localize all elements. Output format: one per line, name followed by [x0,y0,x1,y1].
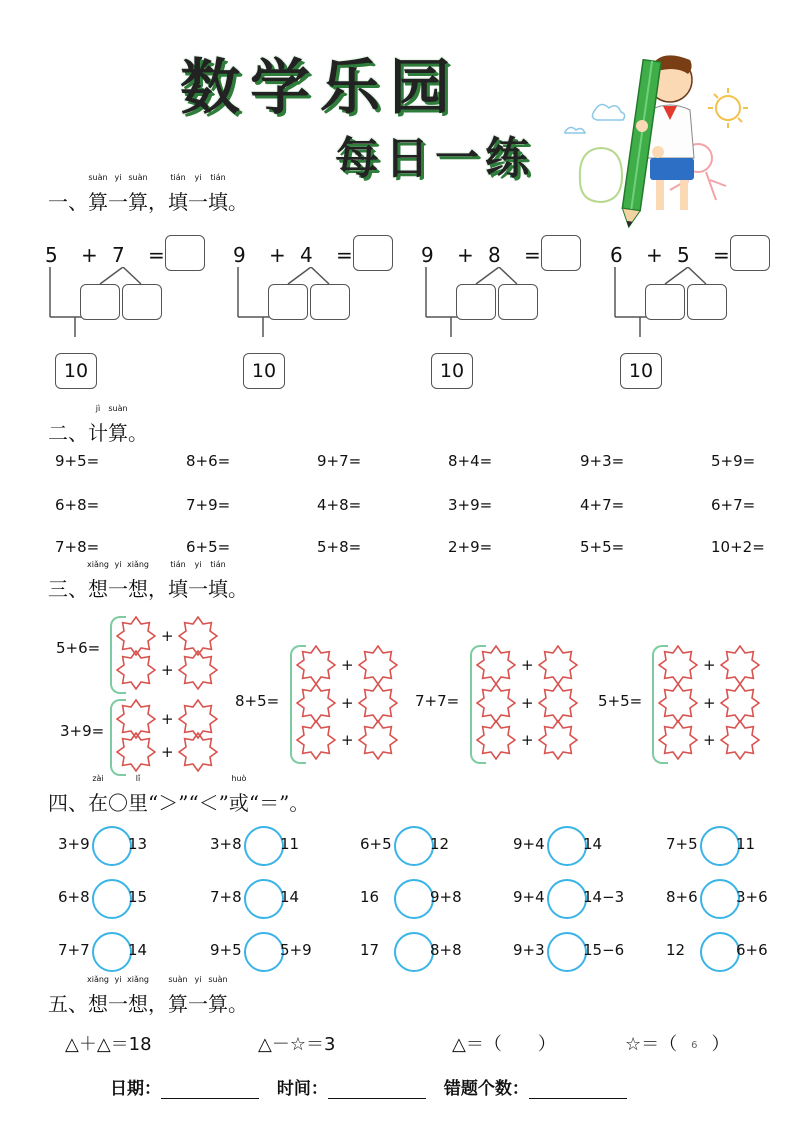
plus-sign: + [521,731,534,749]
connector-line [123,267,141,284]
star-icon[interactable] [116,732,156,772]
date-blank[interactable] [161,1098,259,1099]
decomp-split-box-right[interactable] [498,284,538,320]
compare-circle[interactable] [394,932,434,972]
decomp-equals: = [336,243,353,267]
decomp-addend-b: 7 [112,243,125,267]
section-4-heading: 四、 zài 在〇 lǐ 里“＞”“＜” huò 或“＝”。 [48,774,310,815]
plus-sign: + [161,710,174,728]
calc-problem[interactable]: 8+4= [448,452,493,470]
compare-circle[interactable] [547,826,587,866]
compare-left: 16 [360,888,380,906]
decomp-addend-b: 5 [677,243,690,267]
compare-left: 9+4 [513,888,545,906]
decomp-equals: = [713,243,730,267]
decomp-split-box-right[interactable] [310,284,350,320]
errors-label: 错题个数： [443,1079,529,1099]
plus-sign: + [161,661,174,679]
calc-problem[interactable]: 7+8= [55,538,100,556]
decomp-answer-box[interactable] [353,235,393,271]
star-group-label: 7+7= [415,692,460,710]
decomp-equals: = [148,243,165,267]
compare-right: 5+9 [280,941,312,959]
compare-left: 6+5 [360,835,392,853]
page-number: 6 [691,1039,698,1051]
decomp-ten-box: 10 [243,353,285,389]
decomp-addend-b: 4 [300,243,313,267]
time-blank[interactable] [328,1098,426,1099]
decomp-addend-a: 9 [233,243,246,267]
calc-problem[interactable]: 6+5= [186,538,231,556]
star-icon[interactable] [720,645,760,685]
star-icon[interactable] [538,645,578,685]
errors-blank[interactable] [529,1098,627,1099]
compare-circle[interactable] [700,826,740,866]
compare-circle[interactable] [547,932,587,972]
star-icon[interactable] [178,732,218,772]
compare-circle[interactable] [92,932,132,972]
decomp-ten-box: 10 [620,353,662,389]
decomp-split-box-left[interactable] [456,284,496,320]
compare-circle[interactable] [394,826,434,866]
calc-problem[interactable]: 10+2= [711,538,765,556]
compare-left: 17 [360,941,380,959]
decomp-ten-box: 10 [431,353,473,389]
compare-right: 14 [128,941,148,959]
compare-circle[interactable] [700,932,740,972]
date-label: 日期： [110,1079,161,1099]
compare-circle[interactable] [244,879,284,919]
star-icon[interactable] [658,645,698,685]
calc-problem[interactable]: 4+7= [580,496,625,514]
star-icon[interactable] [358,683,398,723]
calc-problem[interactable]: 5+9= [711,452,756,470]
connector-line [100,267,123,284]
calc-problem[interactable]: 7+9= [186,496,231,514]
compare-circle[interactable] [92,879,132,919]
star-icon[interactable] [476,720,516,760]
star-icon[interactable] [658,683,698,723]
star-icon[interactable] [476,645,516,685]
compare-right: 3+6 [736,888,768,906]
calc-problem[interactable]: 4+8= [317,496,362,514]
connector-line [499,267,517,284]
decomp-addend-a: 5 [45,243,58,267]
decomp-split-box-left[interactable] [268,284,308,320]
calc-problem[interactable]: 2+9= [448,538,493,556]
plus-sign: + [341,731,354,749]
compare-right: 15−6 [583,941,625,959]
compare-left: 9+3 [513,941,545,959]
calc-problem[interactable]: 9+5= [55,452,100,470]
calc-problem[interactable]: 3+9= [448,496,493,514]
decomp-answer-box[interactable] [165,235,205,271]
plus-sign: + [703,656,716,674]
puzzle-answer-2[interactable]: ☆＝（ 6 ） [625,1034,730,1055]
compare-right: 6+6 [736,941,768,959]
compare-circle[interactable] [547,879,587,919]
compare-right: 15 [128,888,148,906]
compare-right: 14−3 [583,888,625,906]
decomp-addend-a: 9 [421,243,434,267]
star-group-label: 5+6= [56,639,101,657]
decomp-operator: + [269,243,286,267]
calc-problem[interactable]: 9+7= [317,452,362,470]
plus-sign: + [161,627,174,645]
calc-problem[interactable]: 6+8= [55,496,100,514]
plus-sign: + [521,656,534,674]
puzzle-eq-1: △＋△＝18 [65,1034,152,1055]
page-subtitle: 每日一练 [335,133,535,184]
plus-sign: + [703,694,716,712]
decomp-equals: = [524,243,541,267]
plus-sign: + [341,694,354,712]
star-icon[interactable] [178,650,218,690]
compare-circle[interactable] [394,879,434,919]
boy-with-pencil-illustration [560,40,770,230]
section-3-heading: 三、 xiǎng 想 yi 一 xiǎng 想， tián 填 yi 一 tián 填。 [48,560,248,601]
footer [110,1074,627,1099]
decomp-operator: + [81,243,98,267]
section-1-heading: 一、 suàn 算 yi 一 suàn 算， tián 填 yi 一 tián 填。 [48,173,248,214]
compare-left: 6+8 [58,888,90,906]
compare-left: 7+8 [210,888,242,906]
compare-circle[interactable] [92,826,132,866]
time-label: 时间： [276,1079,328,1099]
decomp-addend-b: 8 [488,243,501,267]
calc-problem[interactable]: 5+5= [580,538,625,556]
decomp-addend-a: 6 [610,243,623,267]
section-5-heading: 五、 xiǎng 想 yi 一 xiǎng 想， suàn 算 yi 一 suàn 算。 [48,975,248,1016]
compare-left: 7+5 [666,835,698,853]
calc-problem[interactable]: 5+8= [317,538,362,556]
star-icon[interactable] [476,683,516,723]
star-icon[interactable] [358,645,398,685]
star-icon[interactable] [296,645,336,685]
puzzle-eq-2: △－☆＝3 [258,1034,336,1055]
star-icon[interactable] [116,650,156,690]
connector-line [688,267,706,284]
compare-right: 13 [128,835,148,853]
star-icon[interactable] [658,720,698,760]
star-group-label: 8+5= [235,692,280,710]
compare-right: 12 [430,835,450,853]
compare-right: 11 [736,835,756,853]
compare-left: 8+6 [666,888,698,906]
compare-circle[interactable] [244,932,284,972]
compare-left: 3+8 [210,835,242,853]
star-icon[interactable] [538,683,578,723]
star-icon[interactable] [720,683,760,723]
decomp-operator: + [646,243,663,267]
connector-line [476,267,499,284]
decomp-operator: + [457,243,474,267]
compare-right: 9+8 [430,888,462,906]
compare-left: 7+7 [58,941,90,959]
decomp-split-box-left[interactable] [645,284,685,320]
decomp-split-box-right[interactable] [687,284,727,320]
decomp-ten-box: 10 [55,353,97,389]
calc-problem[interactable]: 6+7= [711,496,756,514]
star-group-label: 5+5= [598,692,643,710]
compare-circle[interactable] [700,879,740,919]
compare-left: 9+5 [210,941,242,959]
decomp-split-box-right[interactable] [122,284,162,320]
compare-left: 3+9 [58,835,90,853]
decomp-answer-box[interactable] [541,235,581,271]
compare-circle[interactable] [244,826,284,866]
calc-problem[interactable]: 9+3= [580,452,625,470]
compare-right: 11 [280,835,300,853]
puzzle-answer-1[interactable]: △＝（ ） [452,1034,556,1055]
compare-left: 9+4 [513,835,545,853]
decomp-answer-box[interactable] [730,235,770,271]
star-icon[interactable] [358,720,398,760]
plus-sign: + [703,731,716,749]
section-2-heading: 二、 jì 计 suàn 算。 [48,404,148,445]
star-group-label: 3+9= [60,722,105,740]
decomp-split-box-left[interactable] [80,284,120,320]
compare-right: 14 [280,888,300,906]
plus-sign: + [521,694,534,712]
compare-right: 14 [583,835,603,853]
plus-sign: + [161,743,174,761]
star-icon[interactable] [720,720,760,760]
star-icon[interactable] [296,683,336,723]
compare-left: 12 [666,941,686,959]
calc-problem[interactable]: 8+6= [186,452,231,470]
connector-line [665,267,688,284]
star-icon[interactable] [296,720,336,760]
page-title: 数学乐园 [180,53,460,123]
star-icon[interactable] [538,720,578,760]
connector-line [311,267,329,284]
plus-sign: + [341,656,354,674]
connector-line [288,267,311,284]
compare-right: 8+8 [430,941,462,959]
